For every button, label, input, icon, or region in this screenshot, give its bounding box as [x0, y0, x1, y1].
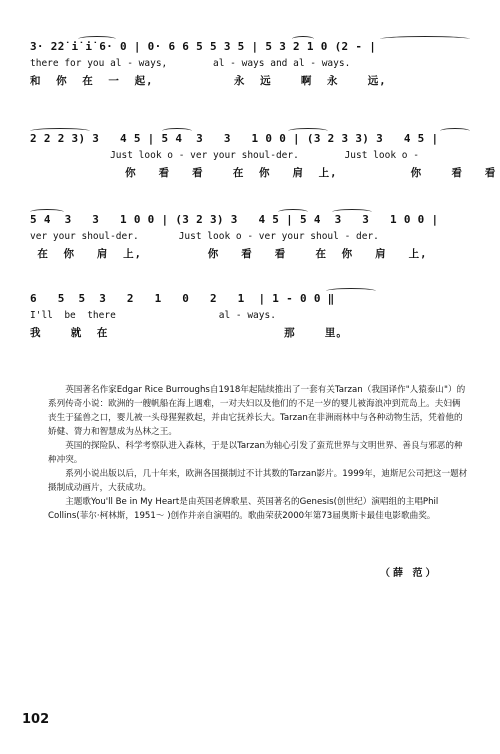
chinese-lyrics: 你 看 看 在 你 肩 上, 你 看 看 — [30, 167, 497, 179]
english-lyrics: there for you al - ways, al - ways and al - ways. — [30, 58, 351, 69]
article-paragraph-4: 主题歌You'll Be in My Heart是由英国老牌歌星、英国著名的Genesis(创世纪）演唱组的主唱Phil Collins(菲尔·柯林斯，1951～ )创作并亲自演唱的。歌曲荣获2000年第73届奥斯卡最佳电影歌曲奖。 — [48, 497, 439, 521]
english-lyrics: I'll be there al - ways. — [30, 310, 276, 321]
article-paragraph-1: 英国著名作家Edgar Rice Burroughs自1918年起陆续推出了一套有关Tarzan（我国译作"人猿泰山"）的系列传奇小说：欧洲的一艘帆船在海上遇难，一对夫妇以及他们的不足一岁的婴儿被海浪冲到荒岛上。夫妇俩丧生于猛兽之口，婴儿被一头母猩猩救起，并由它抚养长大。Tarzan在非洲雨林中与各种动物生活，凭着他的娇健、膂力和智慧成为丛林之王。 — [48, 385, 466, 437]
notation-line: 3· 2̇2̇ i̇ i̇ 6· 0 | 0· 6 6 5 5 3 5 | 5 3 2 1 0 (2 - | — [30, 40, 377, 53]
article-text — [48, 383, 468, 523]
notation-line: 5 4 3 3 1 0 0 | (3 2 3) 3 4 5 | 5 4 3 3 1 0 0 | — [30, 213, 439, 226]
chinese-lyrics: 和 你 在 一 起, 永 远 啊 永 远, — [30, 75, 387, 87]
notation-line: 2 2 2 3) 3 4 5 | 5 4 3 3 1 0 0 | (3 2 3 3) 3 4 5 | — [30, 132, 439, 145]
chinese-lyrics: 我 就 在 那 里。 — [30, 327, 348, 339]
english-lyrics: Just look o - ver your shoul-der. Just look o - — [30, 150, 419, 161]
notation-line: 6 5 5 3 2 1 0 2 1 | 1 - 0 0 ‖ — [30, 292, 335, 305]
article-paragraph-3: 系列小说出版以后，几十年来，欧洲各国摄制过不计其数的Tarzan影片。1999年，迪斯尼公司把这一题材摄制成动画片，大获成功。 — [48, 469, 468, 493]
article-paragraph-2: 英国的探险队、科学考察队进入森林，于是以Tarzan为轴心引发了蛮荒世界与文明世界、善良与邪恶的种种冲突。 — [48, 441, 463, 465]
english-lyrics: ver your shoul-der. Just look o - ver your shoul - der. — [30, 231, 379, 242]
page-number: 102 — [22, 712, 50, 727]
author-attribution: （薛 范） — [380, 568, 439, 579]
chinese-lyrics: 在 你 肩 上, 你 看 看 在 你 肩 上, — [30, 248, 428, 260]
